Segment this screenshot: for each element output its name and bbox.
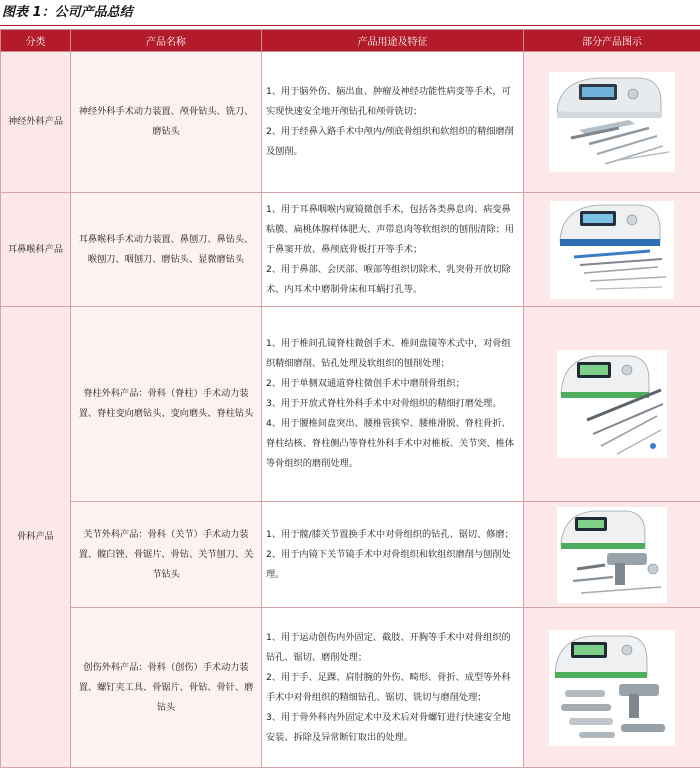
usage-line: 2、用于手、足踝、肩肘腕的外伤、畸形、骨折、成型等外科手术中对骨组织的精细钻孔、锯切、铣切与磨削处理； [266,668,519,708]
usage-cell [262,502,524,608]
header-image: 部分产品图示 [524,30,700,52]
figure-caption: 图表 1：公司产品总结 [2,3,133,23]
usage-cell [262,52,524,193]
product-name-cell: 脊柱外科产品：骨科（脊柱）手术动力装置、脊柱变向磨钻头、变向磨头、脊柱钻头 [71,307,262,502]
surgical-power-device-photo [549,72,675,172]
product-name-cell: 神经外科手术动力装置、颅骨钻头、铣刀、磨钻头 [71,52,262,193]
usage-line: 1、用于脑外伤、脑出血、肿瘤及神经功能性病变等手术，可实现快速安全地开颅钻孔和颅骨铣切； [266,82,519,122]
spine-power-device-photo [557,350,667,458]
usage-line: 1、用于椎间孔镜脊柱微创手术、椎间盘镜等术式中，对骨组织精细磨削、钻孔处理及软组织的刨削处理； [266,334,519,374]
image-cell [524,608,700,768]
usage-line: 1、用于运动创伤内外固定、截肢、开胸等手术中对骨组织的钻孔、锯切、磨削处理； [266,628,519,668]
usage-line: 1、用于耳鼻咽喉内窥镜微创手术，包括各类鼻息肉、病变鼻粘膜、扁桃体腺样体肥大、声带息肉等软组织的刨削清除；用于鼻窦开放、鼻颅底骨板打开等手术； [266,200,519,260]
product-name-cell: 耳鼻喉科手术动力装置、鼻刨刀、鼻钻头、喉刨刀、咽刨刀、磨钻头、显微磨钻头 [71,193,262,307]
image-cell [524,502,700,608]
joint-power-device-photo [557,507,667,603]
caption-rule [0,25,700,26]
ent-power-device-photo [550,201,674,299]
header-category: 分类 [1,30,71,52]
image-cell [524,307,700,502]
usage-line: 2、用于单侧双通道脊柱微创手术中磨削骨组织； [266,374,519,394]
table-row [1,307,700,502]
usage-line: 2、用于经鼻入路手术中颅内/颅底骨组织和软组织的精细磨削及刨削。 [266,122,519,162]
usage-line: 3、用于开放式脊柱外科手术中对骨组织的精细打磨处理。 [266,394,519,414]
trauma-power-device-photo [549,630,675,746]
usage-cell [262,307,524,502]
table-row [1,193,700,307]
usage-line: 2、用于鼻部、会厌部、喉部等组织切除术、乳突骨开放切除术、内耳术中磨制骨床和耳蜗打孔等。 [266,260,519,300]
usage-line: 2、用于内镜下关节镜手术中对骨组织和软组织磨削与刨削处理。 [266,545,519,585]
header-product-name: 产品名称 [71,30,262,52]
category-cell: 骨科产品 [1,307,71,768]
product-name-cell: 关节外科产品：骨科（关节）手术动力装置、髋臼锉、骨锯片、骨钻、关节刨刀、关节钻头 [71,502,262,608]
usage-line: 3、用于骨外科内外固定术中及术后对骨螺钉进行快速安全地安装、拆除及异常断钉取出的处理。 [266,708,519,748]
table-row [1,52,700,193]
usage-cell [262,608,524,768]
category-cell: 神经外科产品 [1,52,71,193]
product-summary-table [0,29,700,768]
product-name-cell: 创伤外科产品：骨科（创伤）手术动力装置、螺钉夹工具、骨锯片、骨钻、骨针、磨钻头 [71,608,262,768]
header-usage: 产品用途及特征 [262,30,524,52]
image-cell [524,193,700,307]
category-cell: 耳鼻喉科产品 [1,193,71,307]
image-cell [524,52,700,193]
usage-line: 4、用于腰椎间盘突出、腰椎管狭窄、腰椎滑脱、脊柱骨折、脊柱结核、脊柱侧凸等脊柱外科手术中对椎板、关节突、椎体等骨组织的磨削处理。 [266,414,519,474]
table-header-row [1,30,700,52]
table-row [1,502,700,608]
usage-cell [262,193,524,307]
table-row [1,608,700,768]
usage-line: 1、用于髋/膝关节置换手术中对骨组织的钻孔、锯切、修磨； [266,525,519,545]
